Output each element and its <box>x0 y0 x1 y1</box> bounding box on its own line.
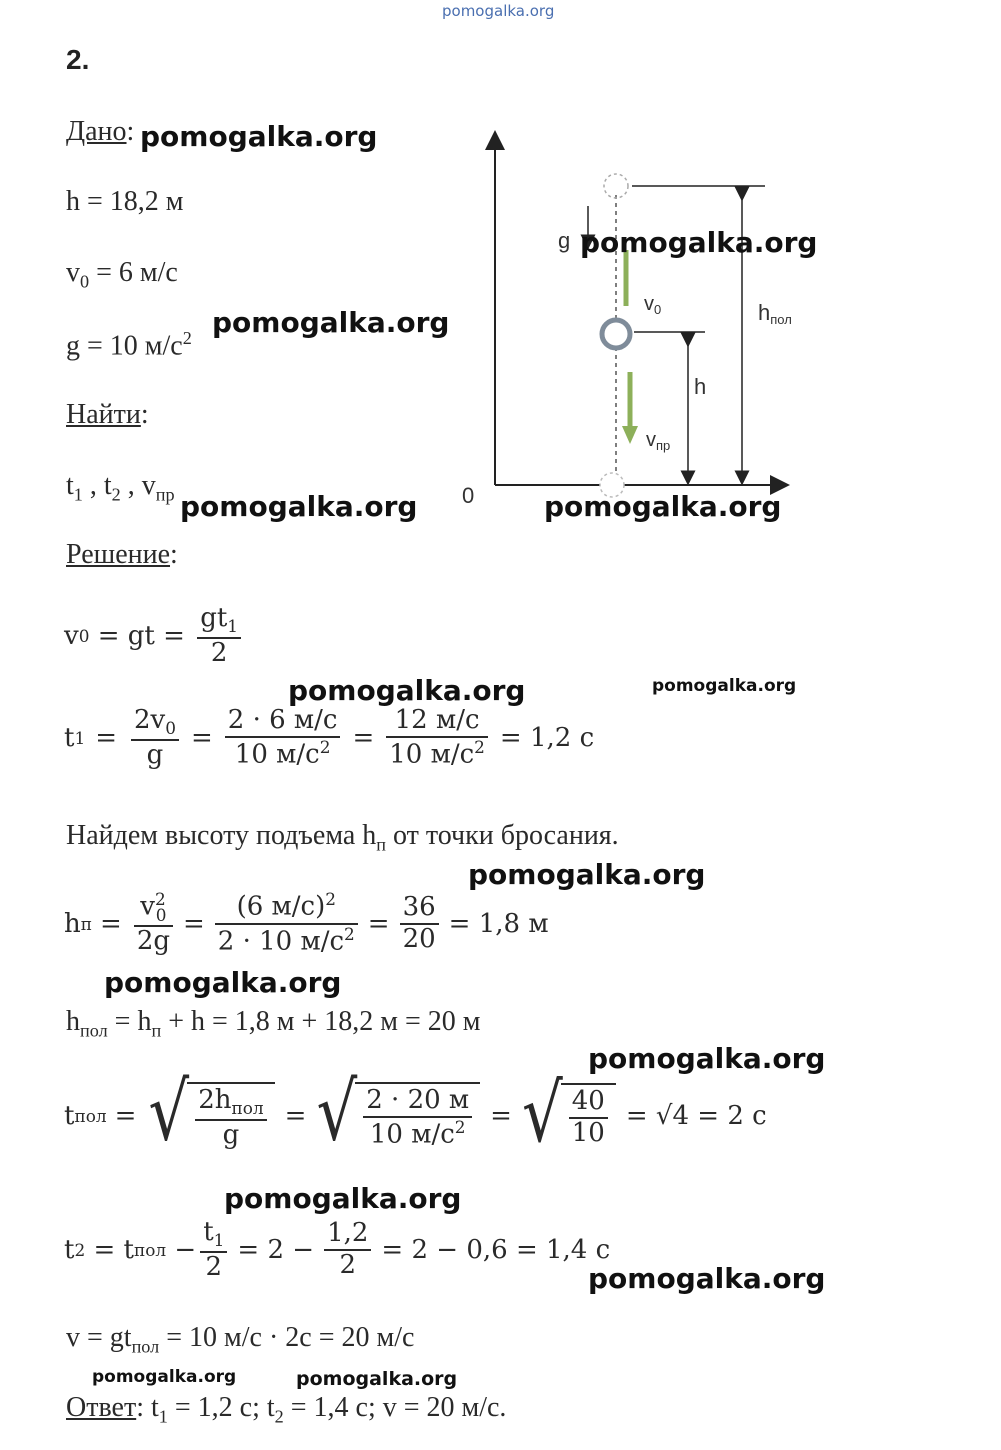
eq2-f3-den: 10 м/с <box>389 739 475 770</box>
given-v0-value: = 6 м/с <box>89 257 178 288</box>
watermark: pomogalka.org <box>296 1368 458 1390</box>
vpr-label-v: v <box>646 429 656 451</box>
equation-t1 <box>64 706 594 771</box>
answer-a: : t <box>136 1392 159 1423</box>
eq2-lhs-sub: 1 <box>74 728 86 749</box>
height-sentence-sub: п <box>376 834 387 855</box>
eq4-b-sub: п <box>151 1020 162 1041</box>
eq2-f1-den: g <box>146 739 164 770</box>
given-v0 <box>66 257 178 293</box>
eq2-f3-num: 12 м/с <box>386 706 488 738</box>
eq2-f1-num-sub: 0 <box>165 718 176 739</box>
height-sentence-b: от точки бросания. <box>386 820 619 851</box>
watermark: pomogalka.org <box>288 674 526 707</box>
answer-label: Ответ <box>66 1392 137 1423</box>
eq4-a-sub: пол <box>80 1020 108 1041</box>
equation-hp: h п = $\frac{v^2_0}{2g}$ = $\frac{(6 м/с)^2}{2 \cdot 10 м/с^2}$ = $\frac{36}{20}$ = 1,8 м <box>64 889 549 957</box>
find-vpr-sub: пр <box>155 484 175 505</box>
eq6-fraction-1 <box>200 1218 227 1283</box>
problem-number: 2. <box>66 44 90 75</box>
eq3-f3-num: 36 <box>400 893 439 925</box>
g-label: g <box>558 228 571 253</box>
eq3-f2-den: 2 · 10 м/с <box>217 926 345 957</box>
eq6-f2-num: 1,2 <box>324 1219 371 1251</box>
eq2-fraction-3 <box>386 706 488 770</box>
watermark: pomogalka.org <box>104 966 342 999</box>
eq4-c: + h = 1,8 м + 18,2 м = 20 м <box>161 1006 481 1037</box>
eq6-result: = 2 − 0,6 = 1,4 с <box>381 1235 611 1266</box>
given-label: Дано <box>66 116 127 147</box>
eq5-s2-den: 10 м/с <box>369 1119 455 1150</box>
eq1-den: 2 <box>210 637 228 668</box>
given-h: h = 18,2 м <box>66 186 184 217</box>
hpol-label <box>758 300 792 327</box>
h-label: h <box>694 374 707 399</box>
eq7-a: v = gt <box>66 1322 132 1353</box>
eq6-b: = t <box>85 1235 134 1266</box>
eq6-lhs-sub: 2 <box>74 1240 86 1261</box>
hpol-label-h: h <box>758 300 771 325</box>
answer-b-sub: 2 <box>274 1406 284 1427</box>
eq6-d: = 2 − <box>237 1235 315 1266</box>
eq6-f1-den: 2 <box>205 1251 223 1282</box>
find-t1-sub: 1 <box>73 484 83 505</box>
find-t1: t <box>66 470 74 501</box>
eq7-b: = 10 м/с · 2с = 20 м/с <box>159 1322 415 1353</box>
equation-t2 <box>64 1218 610 1283</box>
watermark: pomogalka.org <box>652 676 797 696</box>
watermark: pomogalka.org <box>212 306 450 339</box>
site-header-link[interactable]: pomogalka.org <box>442 2 555 20</box>
v0-label-v: v <box>644 293 654 315</box>
eq4-b: = h <box>107 1006 152 1037</box>
given-v0-symbol: v <box>66 257 80 288</box>
answer-c: = 1,4 с; v = 20 м/с. <box>283 1392 507 1423</box>
eq5-sqrt-3: √ $\frac{40}{10}$ <box>522 1083 616 1149</box>
eq5-lhs: t <box>64 1101 75 1132</box>
solution-label: Решение <box>66 539 171 570</box>
eq2-eq3: = <box>352 723 375 754</box>
solution-colon: : <box>170 539 178 570</box>
eq6-fraction-2 <box>324 1219 371 1281</box>
eq6-f1-num: t <box>203 1217 214 1247</box>
eq3-lhs: h <box>64 908 81 939</box>
origin-label: 0 <box>462 483 475 508</box>
eq2-lhs: t <box>64 723 75 754</box>
eq6-b-sub: пол <box>133 1240 167 1261</box>
eq6-f2-den: 2 <box>339 1250 357 1281</box>
given-heading <box>66 116 134 148</box>
eq3-f2-num: (6 м/с) <box>236 891 326 922</box>
watermark: pomogalka.org <box>544 490 782 523</box>
find-vpr: , v <box>120 470 156 501</box>
eq4-a: h <box>66 1006 80 1037</box>
eq5-sqrt-1: √ $\frac{2h_{пол}}{g}$ <box>148 1082 274 1151</box>
given-g <box>66 328 192 362</box>
eq5-s1-den: g <box>222 1119 240 1150</box>
vpr-arrow-head <box>622 426 638 444</box>
ball <box>602 320 630 348</box>
eq2-f1-num: 2v <box>134 705 166 735</box>
eq1-lhs-sub: 0 <box>78 626 90 647</box>
solution-heading <box>66 539 178 571</box>
find-heading <box>66 399 149 431</box>
eq3-lhs-sub: п <box>80 913 93 934</box>
v0-label-sub: 0 <box>654 302 662 317</box>
watermark: pomogalka.org <box>588 1262 826 1295</box>
eq3-fraction-2 <box>215 890 358 957</box>
eq5-result: = √4 = 2 с <box>625 1101 767 1132</box>
eq2-result: = 1,2 с <box>499 723 595 754</box>
eq1-num-sub: 1 <box>227 616 239 637</box>
eq5-s3-den: 10 <box>571 1118 605 1149</box>
answer-line <box>66 1392 506 1428</box>
eq2-eq2: = <box>190 723 213 754</box>
given-v0-sub: 0 <box>80 271 90 292</box>
eq5-lhs-sub: пол <box>74 1106 107 1127</box>
v0-label <box>644 293 661 317</box>
eq2-f3-den-sup: 2 <box>474 736 485 757</box>
equation-v <box>66 1322 414 1358</box>
find-t2-sub: 2 <box>111 484 121 505</box>
find-colon: : <box>140 399 149 430</box>
find-unknowns <box>66 470 175 506</box>
height-sentence-a: Найдем высоту подъема h <box>66 820 377 851</box>
eq6-f1-num-sub: 1 <box>213 1230 225 1251</box>
hpol-label-sub: пол <box>770 312 792 327</box>
answer-b: = 1,2 с; t <box>167 1392 275 1423</box>
height-sentence <box>66 820 619 856</box>
equation-tpol: t пол = √ $\frac{2h_{пол}}{g}$ = √ $\frac{2 \cdot 20 м}{10 м/с^2}$ = √ $\frac{40}{10}$ = √4 = 2 с <box>64 1067 767 1162</box>
given-colon: : <box>126 116 135 147</box>
watermark: pomogalka.org <box>224 1182 462 1215</box>
motion-diagram <box>440 120 800 520</box>
watermark: pomogalka.org <box>140 120 378 153</box>
given-g-value: g = 10 м/с <box>66 330 183 362</box>
eq3-result: = 1,8 м <box>448 908 549 939</box>
eq2-f2-den-sup: 2 <box>319 736 331 757</box>
eq1-mid: = gt = <box>89 621 194 652</box>
eq2-f2-num: 2 · 6 м/с <box>225 706 341 738</box>
eq3-f1-den: 2g <box>136 926 170 957</box>
eq1-lhs: v <box>64 621 79 652</box>
eq3-fraction-3 <box>400 893 439 955</box>
top-position <box>604 174 628 198</box>
eq5-s1-num-sub: пол <box>231 1098 264 1119</box>
eq2-fraction-2 <box>225 706 341 770</box>
eq5-s1-num: 2h <box>198 1085 232 1115</box>
eq1-fraction <box>197 604 241 669</box>
given-g-sup: 2 <box>182 328 192 348</box>
watermark: pomogalka.org <box>468 858 706 891</box>
eq2-f2-den: 10 м/с <box>234 739 320 770</box>
vpr-label <box>646 429 670 453</box>
vpr-label-sub: пр <box>656 438 671 453</box>
watermark: pomogalka.org <box>580 226 818 259</box>
eq3-fraction-1 <box>134 890 173 957</box>
eq5-sqrt-2: √ $\frac{2 \cdot 20 м}{10 м/с^2}$ <box>316 1082 480 1150</box>
find-t2: , t <box>82 470 112 501</box>
eq6-lhs: t <box>64 1235 75 1266</box>
eq3-f1-num: v <box>140 891 155 922</box>
eq3-f2-den-sup: 2 <box>344 923 355 944</box>
eq2-eq1: = <box>95 723 117 754</box>
eq5-s2-num: 2 · 20 м <box>363 1086 472 1118</box>
eq3-f3-den: 20 <box>402 923 436 954</box>
answer-a-sub: 1 <box>158 1406 168 1427</box>
equation-hpol <box>66 1006 481 1042</box>
eq6-c: − <box>166 1235 197 1266</box>
watermark: pomogalka.org <box>588 1042 826 1075</box>
eq5-s3-num: 40 <box>569 1087 608 1119</box>
eq3-f1-num-sup: 2 <box>155 889 166 909</box>
find-label: Найти <box>66 399 141 430</box>
eq3-f1-num-sub: 0 <box>155 904 167 925</box>
eq5-s2-den-sup: 2 <box>454 1116 466 1137</box>
eq7-a-sub: пол <box>131 1336 160 1357</box>
equation-v0 <box>64 604 245 669</box>
eq3-f2-num-sup: 2 <box>325 889 336 910</box>
eq2-fraction-1 <box>131 706 179 771</box>
watermark: pomogalka.org <box>180 490 418 523</box>
eq1-num: gt <box>200 603 228 633</box>
watermark: pomogalka.org <box>92 1367 237 1387</box>
